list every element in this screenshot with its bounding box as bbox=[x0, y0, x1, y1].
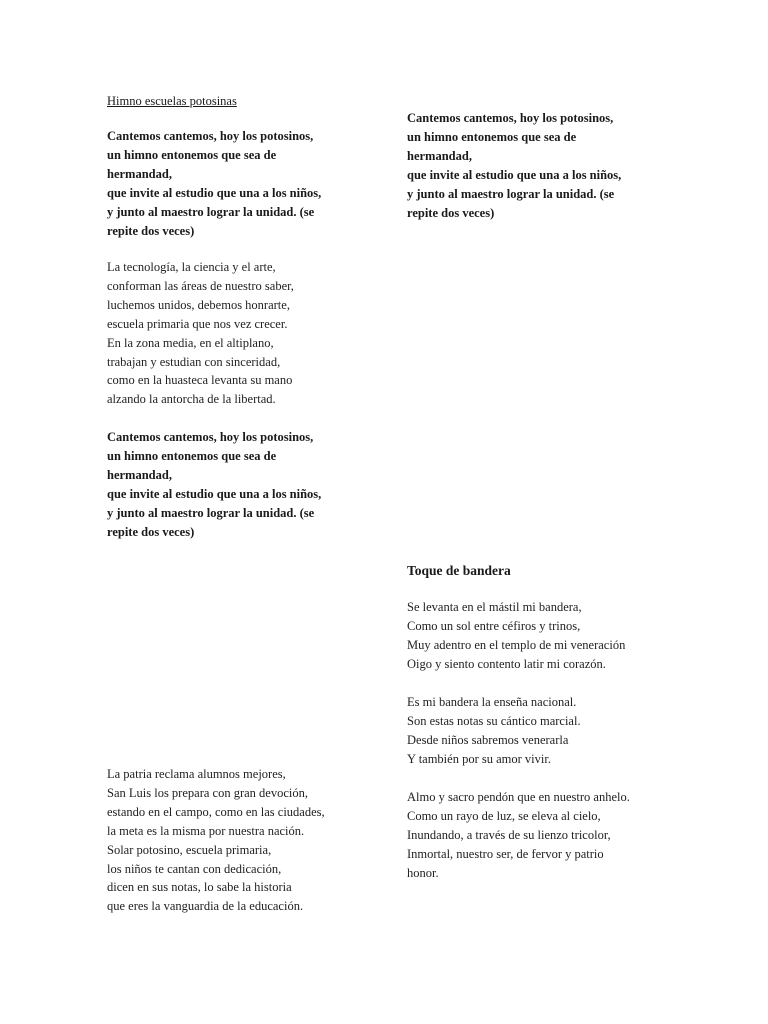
flag-stanza-block bbox=[407, 788, 630, 883]
verse-line: hermandad, bbox=[407, 148, 472, 163]
verse-line: San Luis los prepara con gran devoción, bbox=[107, 785, 308, 800]
verse-line: los niños te cantan con dedicación, bbox=[107, 861, 282, 876]
verse-line: estando en el campo, como en las ciudades, bbox=[107, 804, 325, 819]
verse-line: Y también por su amor vivir. bbox=[407, 751, 551, 766]
flag-stanza-block bbox=[407, 598, 625, 674]
verse-line: que invite al estudio que una a los niños, bbox=[407, 167, 622, 182]
verse-line: conforman las áreas de nuestro saber, bbox=[107, 278, 294, 293]
verse-line: y junto al maestro lograr la unidad. (se bbox=[407, 186, 615, 201]
verse-line: hermandad, bbox=[107, 166, 172, 181]
verse-line: En la zona media, en el altiplano, bbox=[107, 335, 274, 350]
verse-line: hermandad, bbox=[107, 467, 172, 482]
verse-line: Inundando, a través de su lienzo tricolor, bbox=[407, 827, 611, 842]
verse-line: Es mi bandera la enseña nacional. bbox=[407, 695, 577, 709]
verse-line: alzando la antorcha de la libertad. bbox=[107, 392, 276, 407]
verse-line: Cantemos cantemos, hoy los potosinos, bbox=[107, 129, 314, 143]
verse-line: y junto al maestro lograr la unidad. (se bbox=[107, 204, 315, 219]
flag-section-title: Toque de bandera bbox=[407, 563, 511, 578]
verse-line: repite dos veces) bbox=[107, 524, 195, 539]
verse-line: La patria reclama alumnos mejores, bbox=[107, 767, 286, 781]
verse-line: que eres la vanguardia de la educación. bbox=[107, 899, 304, 914]
verse-line: La tecnología, la ciencia y el arte, bbox=[107, 260, 276, 274]
verse-line: Muy adentro en el templo de mi veneración bbox=[407, 637, 626, 652]
stanza-block bbox=[107, 258, 294, 409]
verse-line: Cantemos cantemos, hoy los potosinos, bbox=[407, 111, 614, 125]
verse-line: un himno entonemos que sea de bbox=[107, 147, 277, 162]
verse-line: Oigo y siento contento latir mi corazón. bbox=[407, 656, 606, 671]
verse-line: repite dos veces) bbox=[107, 223, 195, 238]
verse-line: Cantemos cantemos, hoy los potosinos, bbox=[107, 430, 314, 444]
chorus-block bbox=[407, 109, 621, 222]
verse-line: escuela primaria que nos vez crecer. bbox=[107, 316, 288, 331]
verse-line: trabajan y estudian con sinceridad, bbox=[107, 354, 281, 369]
hymn-title: Himno escuelas potosinas bbox=[107, 94, 237, 108]
verse-line: Solar potosino, escuela primaria, bbox=[107, 842, 272, 857]
verse-line: honor. bbox=[407, 865, 439, 880]
stanza-block bbox=[107, 765, 325, 916]
chorus-block bbox=[107, 428, 321, 541]
verse-line: y junto al maestro lograr la unidad. (se bbox=[107, 505, 315, 520]
verse-line: repite dos veces) bbox=[407, 205, 495, 220]
verse-line: un himno entonemos que sea de bbox=[407, 129, 577, 144]
verse-line: Almo y sacro pendón que en nuestro anhelo. bbox=[407, 790, 630, 804]
flag-stanza-block bbox=[407, 693, 581, 769]
verse-line: Como un sol entre céfiros y trinos, bbox=[407, 618, 581, 633]
verse-line: Como un rayo de luz, se eleva al cielo, bbox=[407, 808, 601, 823]
verse-line: Inmortal, nuestro ser, de fervor y patrio bbox=[407, 846, 604, 861]
verse-line: Se levanta en el mástil mi bandera, bbox=[407, 600, 582, 614]
verse-line: como en la huasteca levanta su mano bbox=[107, 373, 293, 388]
verse-line: la meta es la misma por nuestra nación. bbox=[107, 823, 305, 838]
verse-line: dicen en sus notas, lo sabe la historia bbox=[107, 880, 292, 895]
verse-line: Son estas notas su cántico marcial. bbox=[407, 713, 581, 728]
chorus-block bbox=[107, 127, 321, 240]
verse-line: luchemos unidos, debemos honrarte, bbox=[107, 297, 290, 312]
verse-line: un himno entonemos que sea de bbox=[107, 448, 277, 463]
verse-line: Desde niños sabremos venerarla bbox=[407, 732, 569, 747]
verse-line: que invite al estudio que una a los niños, bbox=[107, 486, 322, 501]
verse-line: que invite al estudio que una a los niños, bbox=[107, 185, 322, 200]
